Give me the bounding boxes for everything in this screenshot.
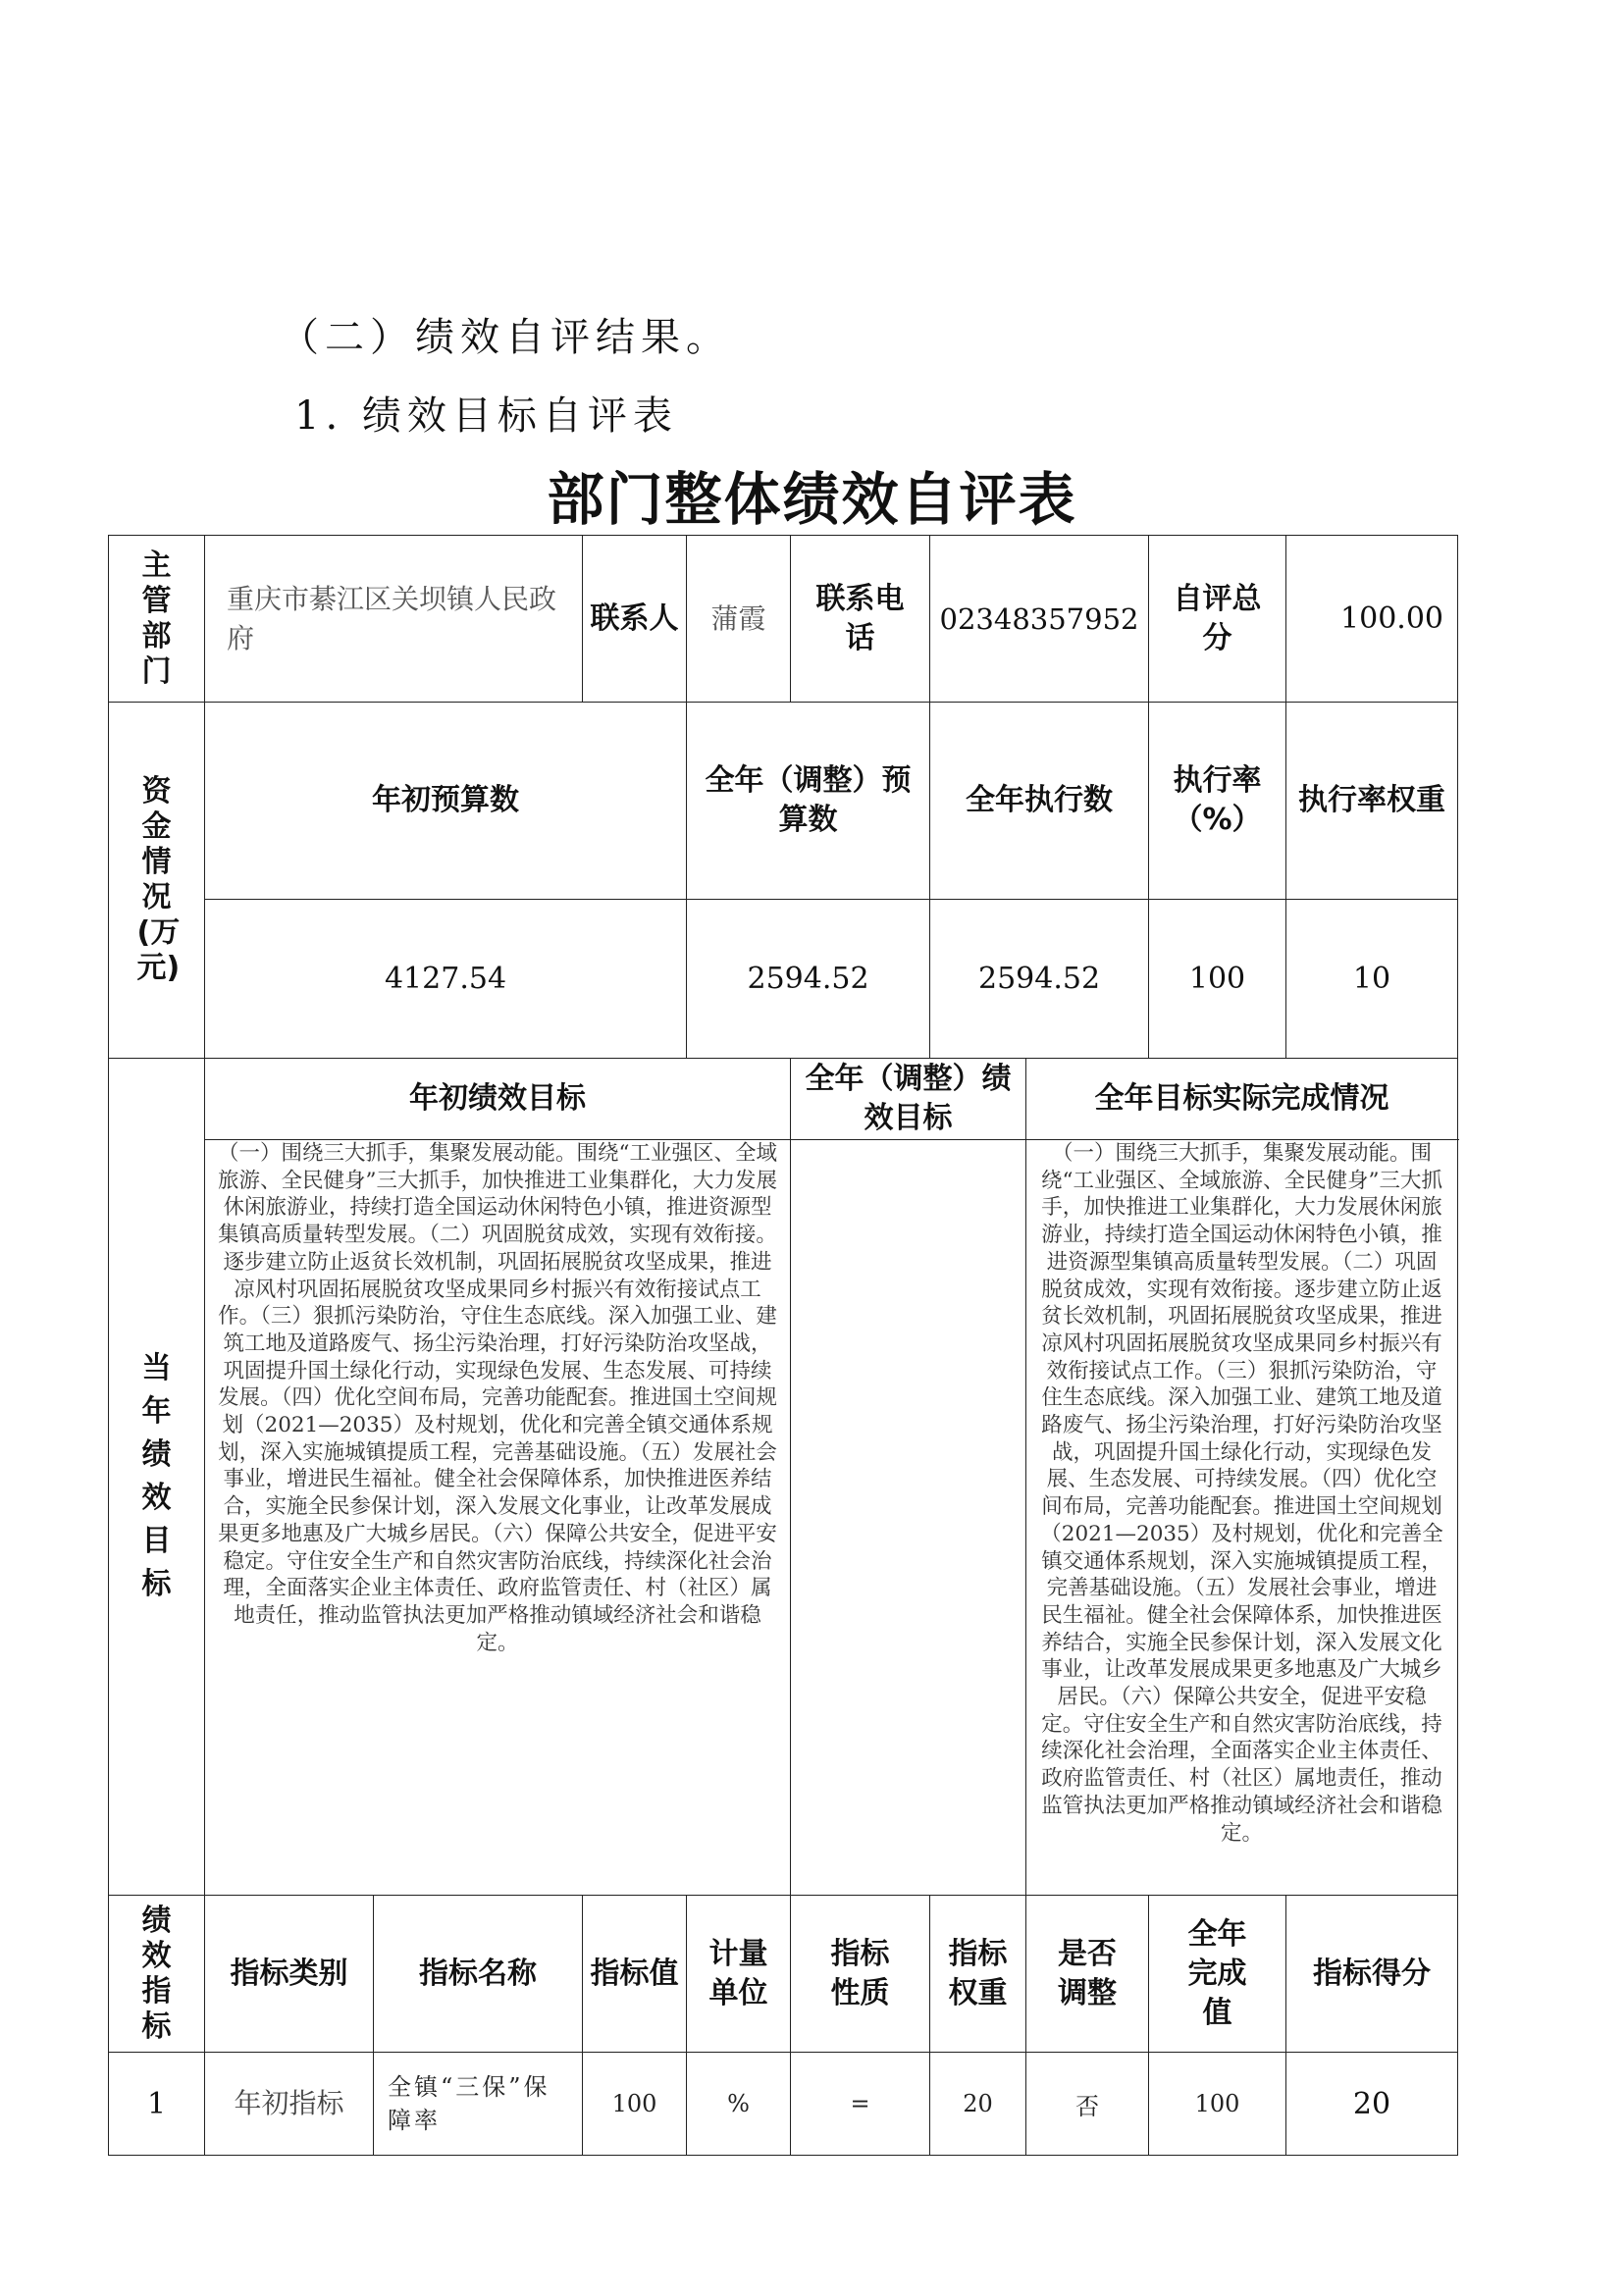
goal-header-adjusted: 全年（调整）绩效目标	[791, 1059, 1026, 1140]
goal-header-initial: 年初绩效目标	[205, 1059, 791, 1140]
fund-value-initial: 4127.54	[205, 900, 687, 1059]
fund-value-adjusted: 2594.52	[687, 900, 930, 1059]
goal-label: 当年绩效目标	[141, 1351, 172, 1601]
section-heading: （二）绩效自评结果。	[280, 315, 731, 360]
fund-header-weight: 执行率权重	[1286, 703, 1458, 900]
ind-label-cell	[109, 1896, 205, 2053]
fund-value-executed: 2594.52	[930, 900, 1149, 1059]
dept-label-cell	[109, 536, 205, 703]
ind-row-name-cell	[374, 2053, 583, 2156]
contact-label: 联系人	[583, 536, 687, 703]
ind-row-weight: 20	[930, 2053, 1026, 2156]
ind-row-unit: %	[687, 2053, 791, 2156]
ind-row-score: 20	[1286, 2053, 1458, 2156]
goal-actual-text: （一）围绕三大抓手，集聚发展动能。围绕“工业强区、全域旅游、全民健身”三大抓手，加快推进工业集群化，大力发展休闲旅游业，持续打造全国运动休闲特色小镇，推进资源型集镇高质量转型发展。（二）巩固脱贫成效，实现有效衔接。逐步建立防止返贫长效机制，巩固拓展脱贫攻坚成果，推进凉风村巩固拓展脱贫攻坚成果同乡村振兴有效衔接试点工作。（三）狠抓污染防治，守住生态底线。深入加强工业、建筑工地及道路废气、扬尘污染治理，打好污染防治攻坚战，巩固提升国土绿化行动，实现绿色发展、生态发展、可持续发展。（四）优化空间布局，完善功能配套。推进国土空间规划（2021—2035）及村规划，优化和完善全镇交通体系规划，深入实施城镇提质工程，完善基础设施。（五）发展社会事业，增进民生福祉。健全社会保障体系，加快推进医养结合，实施全民参保计划，深入发展文化事业，让改革发展成果更多地惠及广大城乡居民。（六）保障公共安全，促进平安稳定。守住安全生产和自然灾害防治底线，持续深化社会治理，全面落实企业主体责任、政府监管责任、村（社区）属地责任，推动监管执法更加严格推动镇域经济社会和谐稳定。	[1026, 1140, 1458, 1896]
ind-row-no: 1	[109, 2053, 205, 2156]
fund-header-adjusted: 全年（调整）预算数	[687, 703, 930, 900]
score-label: 自评总分	[1173, 581, 1262, 655]
dept-label: 主管部门	[141, 548, 172, 689]
phone-value: 02348357952	[930, 536, 1149, 703]
ind-header-unit: 计量单位	[687, 1896, 791, 2053]
ind-row-completed: 100	[1149, 2053, 1286, 2156]
ind-header-adjusted: 是否调整	[1026, 1896, 1149, 2053]
ind-row-adjusted: 否	[1026, 2053, 1149, 2156]
score-value: 100.00	[1286, 536, 1458, 703]
fund-value-weight: 10	[1286, 900, 1458, 1059]
fund-label-cell	[109, 703, 205, 1059]
ind-header-name: 指标名称	[374, 1896, 583, 2053]
phone-label: 联系电话	[815, 581, 905, 655]
goal-initial-text: （一）围绕三大抓手，集聚发展动能。围绕“工业强区、全域旅游、全民健身”三大抓手，加快推进工业集群化，大力发展休闲旅游业，持续打造全国运动休闲特色小镇，推进资源型集镇高质量转型发展。（二）巩固脱贫成效，实现有效衔接。逐步建立防止返贫长效机制，巩固拓展脱贫攻坚成果，推进凉风村巩固拓展脱贫攻坚成果同乡村振兴有效衔接试点工作。（三）狠抓污染防治，守住生态底线。深入加强工业、建筑工地及道路废气、扬尘污染治理，打好污染防治攻坚战，巩固提升国土绿化行动，实现绿色发展、生态发展、可持续发展。（四）优化空间布局，完善功能配套。推进国土空间规划（2021—2035）及村规划，优化和完善全镇交通体系规划，深入实施城镇提质工程，完善基础设施。（五）发展社会事业，增进民生福祉。健全社会保障体系，加快推进医养结合，实施全民参保计划，深入发展文化事业，让改革发展成果更多地惠及广大城乡居民。（六）保障公共安全，促进平安稳定。守住安全生产和自然灾害防治底线，持续深化社会治理，全面落实企业主体责任、政府监管责任、村（社区）属地责任，推动监管执法更加严格推动镇域经济社会和谐稳定。	[205, 1140, 791, 1896]
fund-header-executed: 全年执行数	[930, 703, 1149, 900]
ind-header-weight: 指标权重	[930, 1896, 1026, 2053]
performance-table	[108, 535, 1458, 2156]
ind-row-name: 全镇“三保”保障率	[388, 2073, 550, 2134]
ind-label: 绩效指标	[141, 1903, 172, 2044]
subsection-heading: 1. 绩效目标自评表	[294, 393, 678, 439]
contact-value: 蒲霞	[687, 536, 791, 703]
goal-header-actual: 全年目标实际完成情况	[1026, 1059, 1458, 1140]
goal-label-cell	[109, 1059, 205, 1896]
ind-header-completed: 全年完成值	[1149, 1896, 1286, 2053]
ind-header-nature: 指标性质	[791, 1896, 930, 2053]
fund-header-rate: 执行率（%）	[1149, 703, 1286, 900]
table-title: 部门整体绩效自评表	[547, 466, 1077, 533]
score-label-cell	[1149, 536, 1286, 703]
ind-row-value: 100	[583, 2053, 687, 2156]
dept-value: 重庆市綦江区关坝镇人民政府	[227, 582, 557, 654]
ind-row-category: 年初指标	[205, 2053, 374, 2156]
fund-label: 资金情况(万元)	[136, 774, 181, 985]
ind-row-nature: =	[791, 2053, 930, 2156]
ind-header-category: 指标类别	[205, 1896, 374, 2053]
ind-header-score: 指标得分	[1286, 1896, 1458, 2053]
goal-adjusted-text	[791, 1140, 1026, 1896]
dept-value-cell	[205, 536, 583, 703]
fund-header-initial: 年初预算数	[205, 703, 687, 900]
phone-label-cell	[791, 536, 930, 703]
fund-value-rate: 100	[1149, 900, 1286, 1059]
table-row	[109, 2053, 1458, 2156]
ind-header-value: 指标值	[583, 1896, 687, 2053]
